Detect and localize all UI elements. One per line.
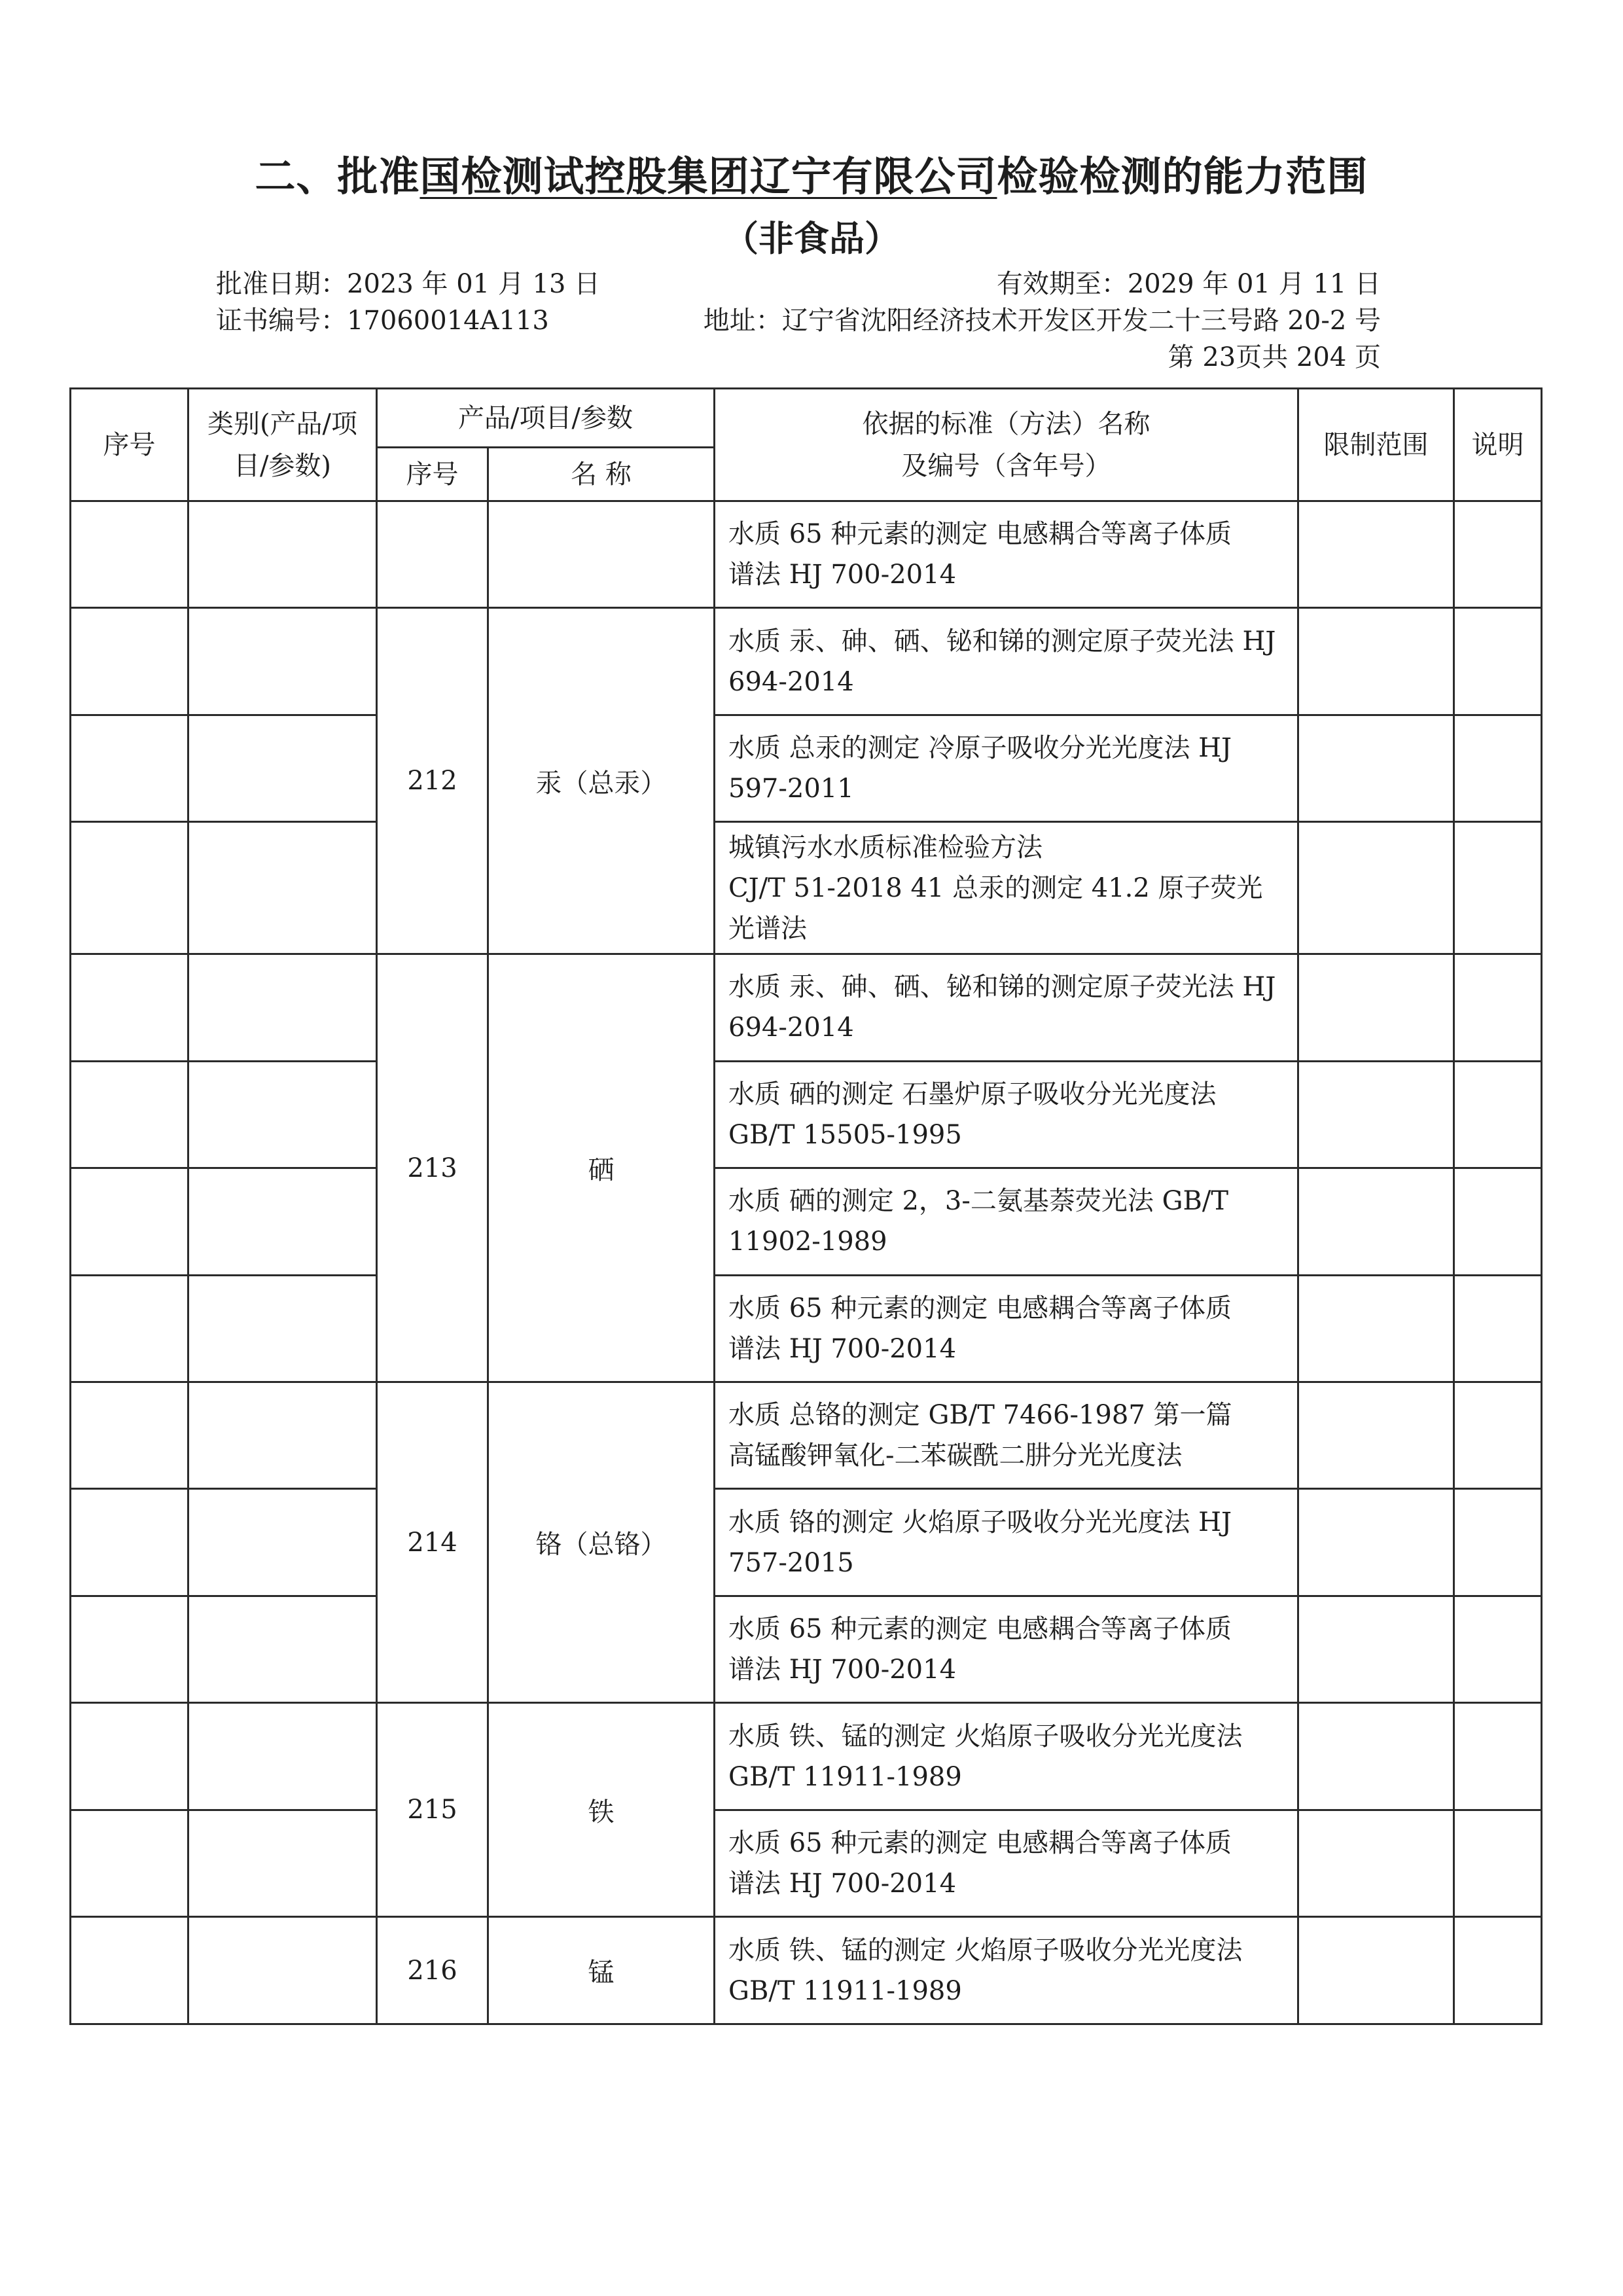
cell-note: [1454, 1061, 1542, 1168]
standard-line: 水质 铁、锰的测定 火焰原子吸收分光光度法: [728, 1721, 1243, 1751]
standard-line: 水质 铬的测定 火焰原子吸收分光光度法 HJ: [728, 1507, 1232, 1537]
standard-line: 城镇污水水质标准检验方法: [728, 832, 1043, 863]
valid-until: 有效期至：2029 年 01 月 11 日: [996, 269, 1381, 299]
standard-line: 谱法 HJ 700-2014: [728, 1655, 957, 1685]
cell-seq: [71, 1810, 188, 1916]
cell-standard: [715, 1703, 1298, 1810]
cell-product-seq: 215: [377, 1703, 488, 1917]
cell-seq: [71, 608, 188, 715]
standard-line: 谱法 HJ 700-2014: [728, 1869, 957, 1899]
table-row: [71, 1489, 1542, 1596]
document-title: [0, 144, 1623, 202]
cell-limit: [1298, 1275, 1454, 1382]
cell-note: [1454, 1382, 1542, 1488]
cell-seq: [71, 501, 188, 608]
table-row: [71, 1382, 1542, 1488]
cell-limit: [1298, 954, 1454, 1061]
cell-limit: [1298, 608, 1454, 715]
standard-line: 水质 硒的测定 石墨炉原子吸收分光光度法: [728, 1079, 1217, 1109]
standard-line: 水质 总铬的测定 GB/T 7466-1987 第一篇: [728, 1400, 1232, 1431]
standard-line: 11902-1989: [728, 1227, 887, 1257]
cell-note: [1454, 1810, 1542, 1916]
cell-limit: [1298, 1061, 1454, 1168]
standard-line: 水质 总汞的测定 冷原子吸收分光光度法 HJ: [728, 733, 1232, 764]
table-row: [71, 822, 1542, 954]
cell-standard: [715, 1061, 1298, 1168]
approval-date: 批准日期：2023 年 01 月 13 日: [216, 269, 601, 299]
table-row: [71, 1810, 1542, 1916]
cell-note: [1454, 1917, 1542, 2024]
cell-seq: [71, 822, 188, 954]
cell-category: [188, 1061, 377, 1168]
cell-category: [188, 608, 377, 715]
cell-product-name: 铁: [488, 1703, 715, 1917]
address: 地址：辽宁省沈阳经济技术开发区开发二十三号路 20-2 号: [703, 306, 1381, 336]
cell-category: [188, 715, 377, 821]
standard-line: GB/T 15505-1995: [728, 1119, 962, 1150]
cell-product-name: 汞（总汞）: [488, 608, 715, 954]
standard-line: 水质 65 种元素的测定 电感耦合等离子体质: [728, 519, 1232, 550]
standard-line: 水质 铁、锰的测定 火焰原子吸收分光光度法: [728, 1935, 1243, 1965]
standard-line: GB/T 11911-1989: [728, 1761, 962, 1792]
standard-line: 597-2011: [728, 774, 854, 804]
table-row: [71, 715, 1542, 821]
cell-limit: [1298, 1810, 1454, 1916]
cell-seq: [71, 715, 188, 821]
table-body: [71, 501, 1542, 2024]
header-limit: 限制范围: [1298, 389, 1454, 501]
cell-note: [1454, 1275, 1542, 1382]
cell-category: [188, 1917, 377, 2024]
cell-note: [1454, 954, 1542, 1061]
cell-category: [188, 1596, 377, 1702]
cell-limit: [1298, 501, 1454, 608]
cell-standard: [715, 822, 1298, 954]
table-row: [71, 1703, 1542, 1810]
cell-seq: [71, 1061, 188, 1168]
cell-standard: [715, 1382, 1298, 1488]
cell-standard: [715, 1810, 1298, 1916]
title-suffix: 检验检测的能力范围: [997, 152, 1368, 200]
cell-product-seq: 212: [377, 608, 488, 954]
cell-note: [1454, 1703, 1542, 1810]
standard-line: 水质 硒的测定 2，3-二氨基萘荧光法 GB/T: [728, 1186, 1229, 1217]
standard-line: 694-2014: [728, 1013, 854, 1043]
cell-limit: [1298, 1382, 1454, 1488]
cell-note: [1454, 608, 1542, 715]
cell-category: [188, 954, 377, 1061]
table-row: [71, 608, 1542, 715]
cell-category: [188, 1275, 377, 1382]
cell-standard: [715, 1596, 1298, 1702]
standard-line: 水质 65 种元素的测定 电感耦合等离子体质: [728, 1828, 1232, 1859]
cell-category: [188, 1168, 377, 1275]
cell-seq: [71, 954, 188, 1061]
cell-seq: [71, 1489, 188, 1596]
cell-seq: [71, 1596, 188, 1702]
header-standard-line1: 依据的标准（方法）名称: [862, 408, 1150, 439]
cell-limit: [1298, 715, 1454, 821]
header-seq: 序号: [71, 389, 188, 501]
cell-seq: [71, 1382, 188, 1488]
cell-seq: [71, 1168, 188, 1275]
standard-line: 高锰酸钾氧化-二苯碳酰二肼分光光度法: [728, 1441, 1183, 1471]
cell-standard: [715, 715, 1298, 821]
cell-note: [1454, 1168, 1542, 1275]
table-header: [71, 389, 1542, 501]
cell-category: [188, 1810, 377, 1916]
standard-line: 水质 65 种元素的测定 电感耦合等离子体质: [728, 1614, 1232, 1645]
cell-seq: [71, 1275, 188, 1382]
cell-note: [1454, 1596, 1542, 1702]
title-organization: 国检测试控股集团辽宁有限公司: [419, 152, 997, 200]
document-subtitle: （非食品）: [723, 218, 900, 259]
standard-line: 水质 65 种元素的测定 电感耦合等离子体质: [728, 1293, 1232, 1323]
cell-limit: [1298, 822, 1454, 954]
header-standard-line2: 及编号（含年号）: [901, 450, 1111, 481]
cell-standard: [715, 1917, 1298, 2024]
cell-limit: [1298, 1168, 1454, 1275]
cell-standard: [715, 608, 1298, 715]
cell-note: [1454, 1489, 1542, 1596]
cell-limit: [1298, 1489, 1454, 1596]
cell-standard: [715, 1489, 1298, 1596]
cell-limit: [1298, 1703, 1454, 1810]
table-row: [71, 1168, 1542, 1275]
cell-product-seq: 213: [377, 954, 488, 1382]
cell-product-seq: 216: [377, 1917, 488, 2024]
cell-standard: [715, 954, 1298, 1061]
cell-category: [188, 1489, 377, 1596]
cell-limit: [1298, 1917, 1454, 2024]
standard-line: GB/T 11911-1989: [728, 1975, 962, 2006]
cell-category: [188, 1703, 377, 1810]
cell-product-seq: [377, 501, 488, 608]
standard-line: 光谱法: [728, 913, 808, 944]
header-product: 产品/项目/参数: [377, 389, 715, 448]
header-product-seq: 序号: [377, 448, 488, 501]
cell-standard: [715, 1275, 1298, 1382]
table-row: [71, 501, 1542, 608]
cell-product-name: 锰: [488, 1917, 715, 2024]
table-row: [71, 1917, 1542, 2024]
capability-table: [69, 387, 1543, 2025]
standard-line: 谱法 HJ 700-2014: [728, 560, 957, 590]
cell-product-seq: 214: [377, 1382, 488, 1702]
cell-note: [1454, 822, 1542, 954]
title-prefix: 二、批准: [255, 152, 420, 200]
standard-line: CJ/T 51-2018 41 总汞的测定 41.2 原子荧光: [728, 872, 1263, 903]
standard-line: 谱法 HJ 700-2014: [728, 1333, 957, 1364]
standard-line: 水质 汞、砷、硒、铋和锑的测定原子荧光法 HJ: [728, 626, 1276, 656]
header-note: 说明: [1454, 389, 1542, 501]
table-row: [71, 1061, 1542, 1168]
cell-standard: [715, 501, 1298, 608]
cell-standard: [715, 1168, 1298, 1275]
cell-note: [1454, 715, 1542, 821]
cell-product-name: 铬（总铬）: [488, 1382, 715, 1702]
cell-seq: [71, 1917, 188, 2024]
standard-line: 757-2015: [728, 1547, 854, 1578]
cell-category: [188, 822, 377, 954]
standard-line: 694-2014: [728, 666, 854, 697]
table-row: [71, 1596, 1542, 1702]
header-category: 类别(产品/项目/参数): [188, 389, 377, 501]
cell-category: [188, 501, 377, 608]
header-standard: [715, 389, 1298, 501]
cell-category: [188, 1382, 377, 1488]
table-row: [71, 1275, 1542, 1382]
table-row: [71, 954, 1542, 1061]
cell-limit: [1298, 1596, 1454, 1702]
standard-line: 水质 汞、砷、硒、铋和锑的测定原子荧光法 HJ: [728, 972, 1276, 1003]
cell-note: [1454, 501, 1542, 608]
cell-product-name: [488, 501, 715, 608]
cell-seq: [71, 1703, 188, 1810]
certificate-number: 证书编号：17060014A113: [216, 306, 549, 336]
header-product-name: 名 称: [488, 448, 715, 501]
page-number: 第 23页共 204 页: [1168, 342, 1381, 372]
cell-product-name: 硒: [488, 954, 715, 1382]
